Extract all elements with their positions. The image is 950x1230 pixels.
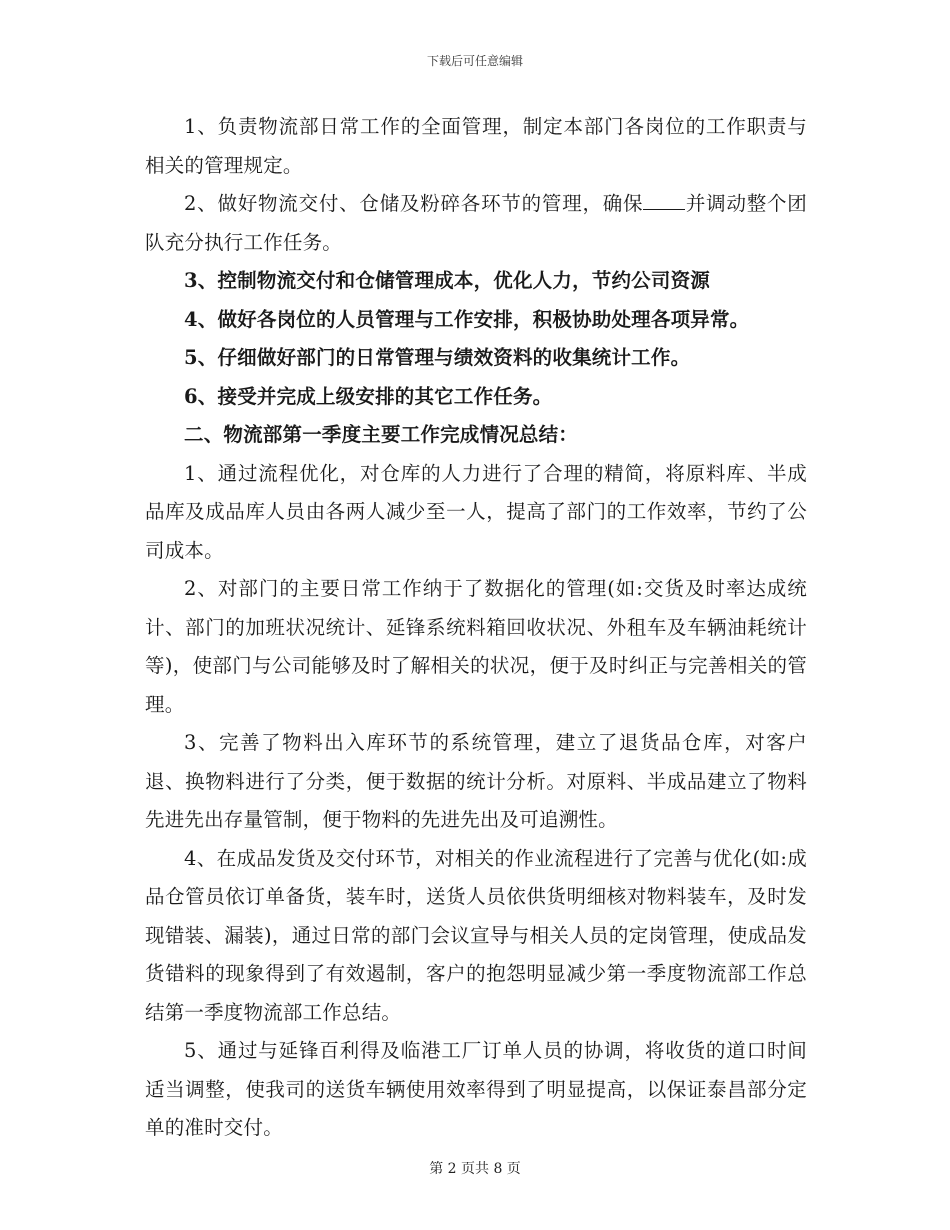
paragraph-summary-4: 4、在成品发货及交付环节，对相关的作业流程进行了完善与优化(如:成品仓管员依订单备货，装车时，送货人员依供货明细核对物料装车，及时发现错装、漏装)，通过日常的部门会议宣导与相关人员的定岗管理，使成品发货错料的现象得到了有效遏制，客户的抱怨明显减少第一季度物流部工作总结第一季度物流部工作总结。 — [145, 846, 807, 1024]
blank-underline — [643, 191, 685, 210]
document-body — [145, 108, 807, 1148]
paragraph-summary-1: 1、通过流程优化，对仓库的人力进行了合理的精简，将原料库、半成品库及成品库人员由各两人减少至一人，提高了部门的工作效率，节约了公司成本。 — [145, 461, 807, 562]
paragraph-duty-5: 5、仔细做好部门的日常管理与绩效资料的收集统计工作。 — [184, 346, 691, 369]
paragraph-summary-2: 2、对部门的主要日常工作纳于了数据化的管理(如:交货及时率达成统计、部门的加班状况统计、延锋系统料箱回收状况、外租车及车辆油耗统计等)，使部门与公司能够及时了解相关的状况，便于及时纠正与完善相关的管理。 — [145, 577, 807, 716]
page-header: 下载后可任意编辑 — [426, 54, 523, 68]
paragraph-duty-2-start: 2、做好物流交付、仓储及粉碎各环节的管理，确保 — [184, 192, 644, 215]
section-heading: 二、物流部第一季度主要工作完成情况总结： — [184, 423, 579, 446]
paragraph-summary-3: 3、完善了物料出入库环节的系统管理，建立了退货品仓库，对客户退、换物料进行了分类，便于数据的统计分析。对原料、半成品建立了物料先进先出存量管制，便于物料的先进先出及可追溯性。 — [145, 731, 807, 831]
paragraph-duty-2 — [145, 185, 807, 262]
paragraph-summary-5: 5、通过与延锋百利得及临港工厂订单人员的协调，将收货的道口时间适当调整，使我司的送货车辆使用效率得到了明显提高，以保证泰昌部分定单的准时交付。 — [145, 1039, 807, 1139]
paragraph-duty-1: 1、负责物流部日常工作的全面管理，制定本部门各岗位的工作职责与相关的管理规定。 — [145, 115, 807, 177]
page-number-footer: 第 2 页共 8 页 — [429, 1161, 521, 1177]
paragraph-duty-3: 3、控制物流交付和仓储管理成本，优化人力，节约公司资源 — [184, 269, 710, 292]
paragraph-duty-2-end: 并调动整个团队充分执行工作任务。 — [145, 192, 808, 254]
paragraph-duty-6: 6、接受并完成上级安排的其它工作任务。 — [184, 384, 553, 408]
paragraph-duty-4: 4、做好各岗位的人员管理与工作安排，积极协助处理各项异常。 — [184, 307, 750, 331]
